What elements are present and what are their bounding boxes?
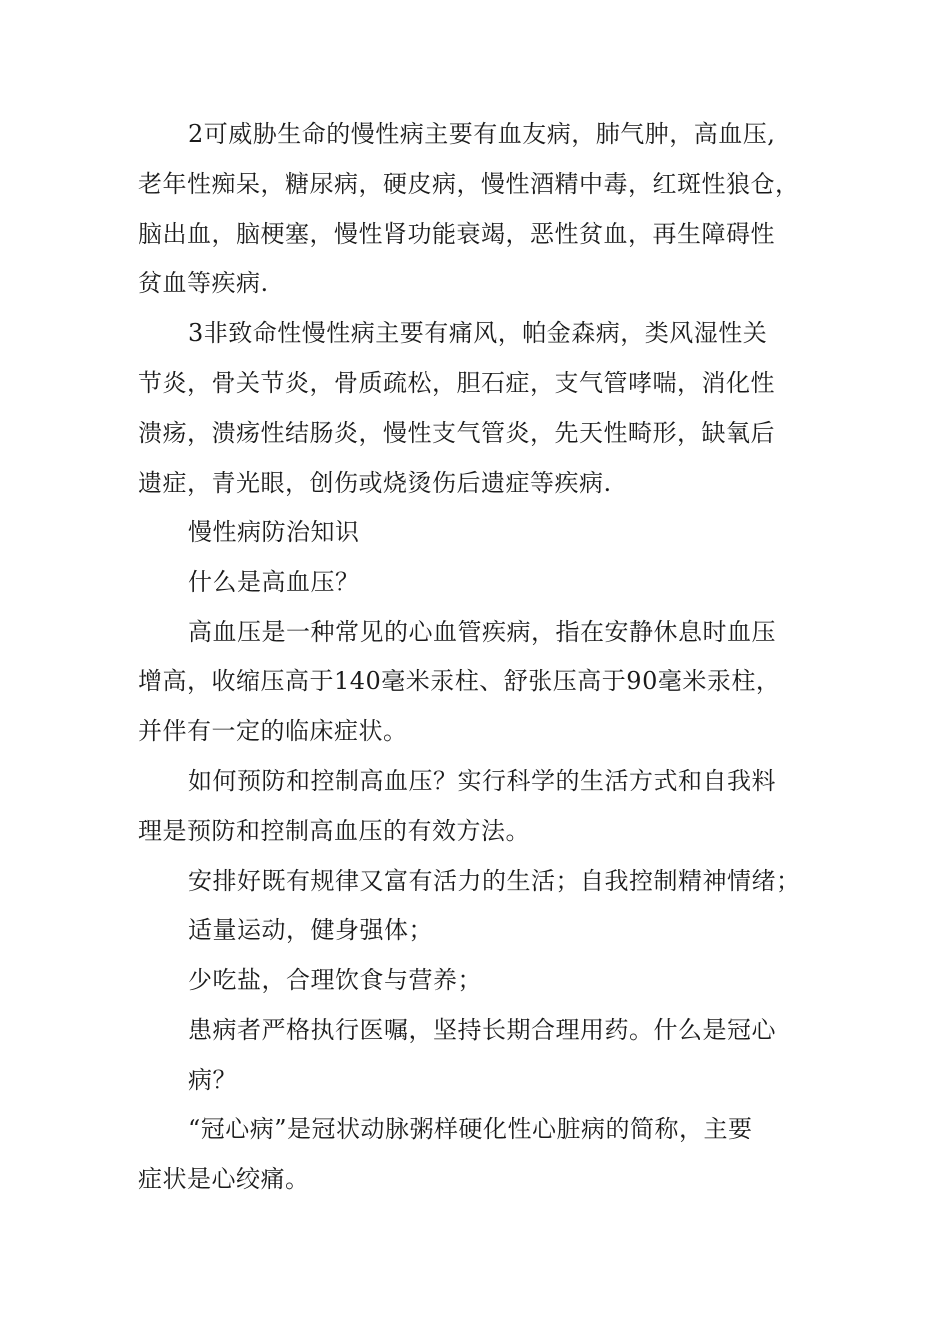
paragraph-line: “冠心病”是冠状动脉粥样硬化性心脏病的简称，主要	[188, 1115, 753, 1143]
paragraph-line: 适量运动，健身强体；	[188, 916, 433, 944]
paragraph-line: 节炎，骨关节炎，骨质疏松，胆石症，支气管哮喘，消化性	[138, 369, 775, 397]
paragraph-line: 症状是心绞痛。	[138, 1165, 310, 1193]
paragraph-line: 少吃盐，合理饮食与营养；	[188, 966, 482, 994]
paragraph-line: 理是预防和控制高血压的有效方法。	[138, 817, 530, 845]
paragraph-line: 增高，收缩压高于140毫米汞柱、舒张压高于90毫米汞柱，	[138, 667, 781, 695]
paragraph-line: 2可威胁生命的慢性病主要有血友病，肺气肿，高血压,	[188, 120, 776, 148]
paragraph-line: 贫血等疾病.	[138, 269, 269, 297]
paragraph-line: 并伴有一定的临床症状。	[138, 717, 408, 745]
question-heading: 什么是高血压？	[188, 568, 360, 596]
paragraph-line: 遗症，青光眼，创伤或烧烫伤后遗症等疾病.	[138, 469, 612, 497]
paragraph-line: 高血压是一种常见的心血管疾病，指在安静休息时血压	[188, 618, 776, 646]
paragraph-line: 如何预防和控制高血压？实行科学的生活方式和自我料	[188, 767, 776, 795]
paragraph-line: 脑出血，脑梗塞，慢性肾功能衰竭，恶性贫血，再生障碍性	[138, 220, 775, 248]
paragraph-line: 安排好既有规律又富有活力的生活；自我控制精神情绪；	[188, 867, 801, 895]
paragraph-line: 患病者严格执行医嘱，坚持长期合理用药。什么是冠心	[188, 1016, 776, 1044]
paragraph-line: 溃疡，溃疡性结肠炎，慢性支气管炎，先天性畸形，缺氧后	[138, 419, 775, 447]
paragraph-line: 3非致命性慢性病主要有痛风，帕金森病，类风湿性关	[188, 319, 768, 347]
section-heading: 慢性病防治知识	[188, 518, 360, 546]
paragraph-line: 病？	[188, 1066, 237, 1094]
paragraph-line: 老年性痴呆，糖尿病，硬皮病，慢性酒精中毒，红斑性狼仓，	[138, 170, 800, 198]
